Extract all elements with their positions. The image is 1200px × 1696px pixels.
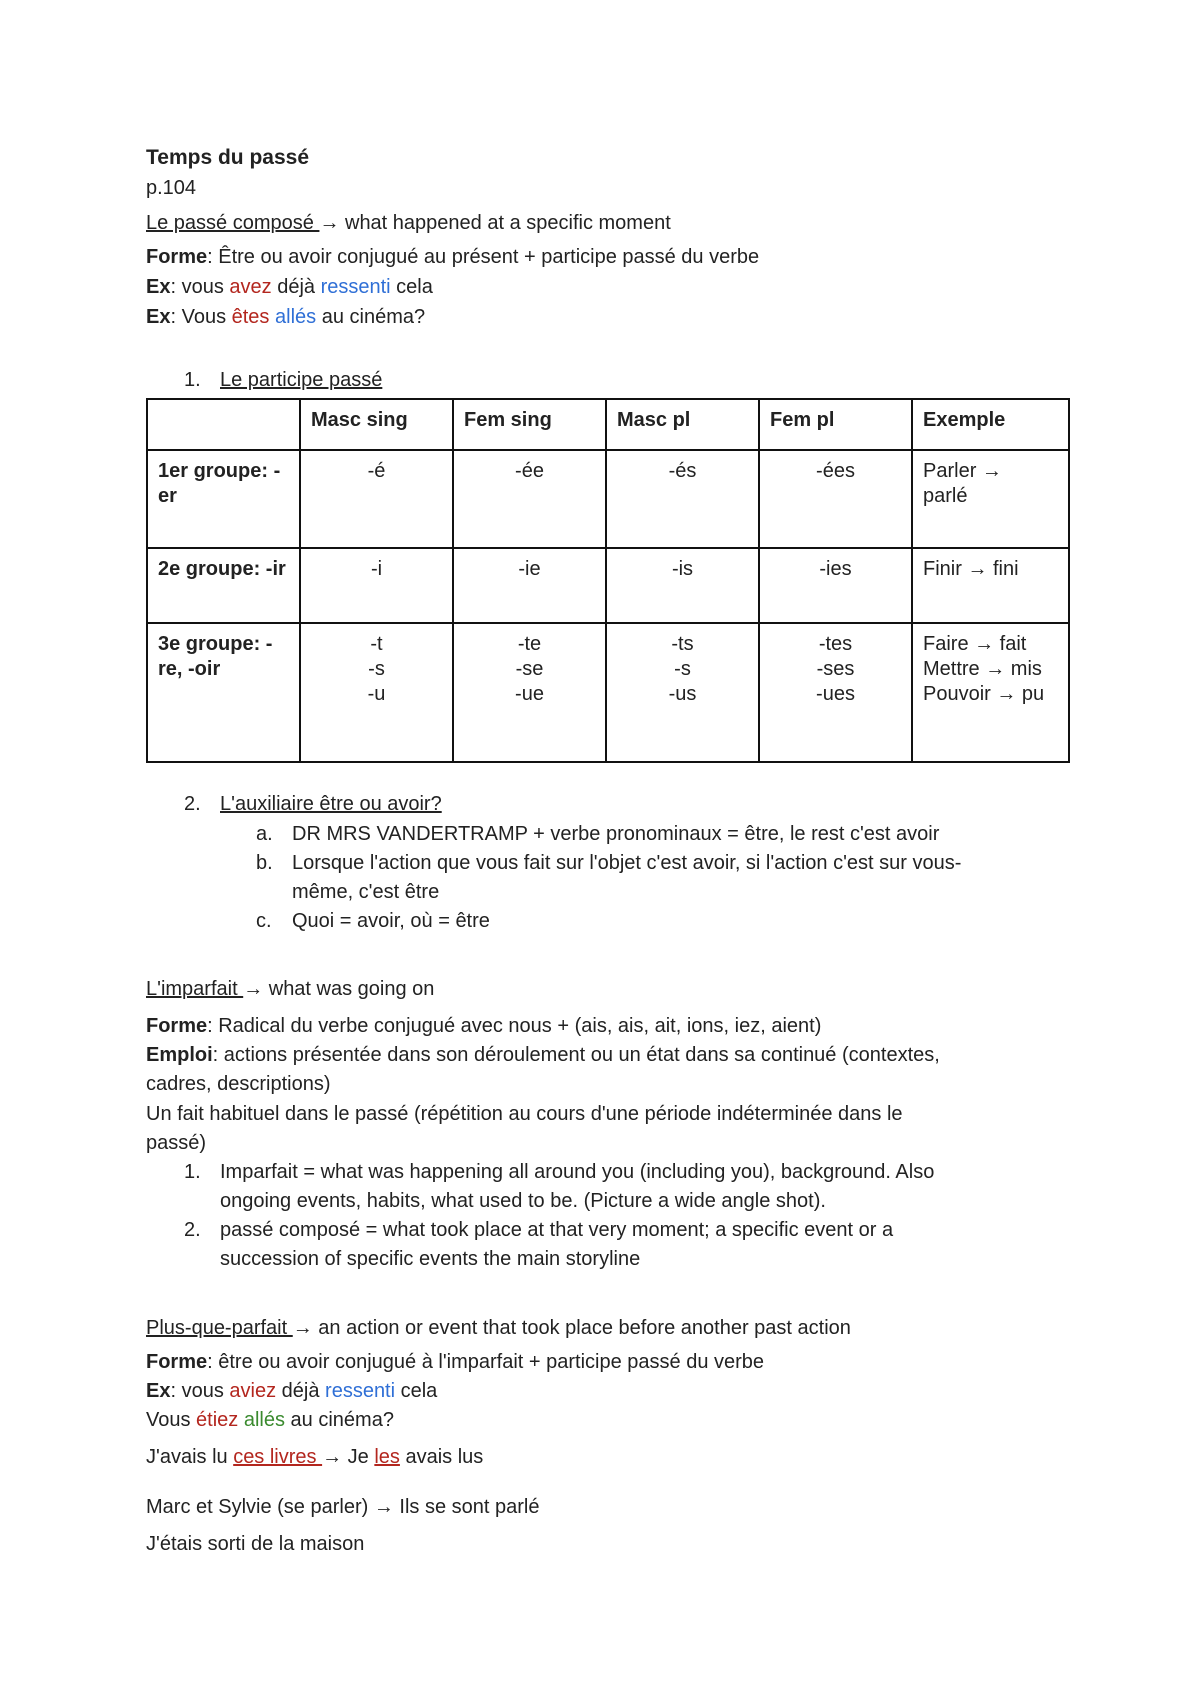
table-header-cell: Fem pl [759,399,912,450]
imparfait-habit-line-2: passé) [146,1132,207,1154]
sub-text: Lorsque l'action que vous fait sur l'objet c'est avoir, si l'action c'est sur vous- [292,852,962,874]
ex-text: Vous [146,1409,197,1431]
ending-cell [453,623,606,762]
pqp-example-4: Marc et Sylvie (se parler) → Ils se sont parlé [146,1496,540,1518]
group-label: 3e groupe: -re, -oir [158,633,273,680]
sub-letter: b. [256,852,273,874]
example-cell [912,548,1069,623]
imparfait-heading-rest: → what was going on [243,978,435,1000]
forme-label: Forme [146,246,208,268]
ending-cell: -i [300,548,453,623]
participe-table [146,398,1070,763]
sub-text: Quoi = avoir, où = être [292,910,490,932]
auxiliary-word: aviez [229,1380,277,1402]
forme-text: : Être ou avoir conjugué au présent + participe passé du verbe [207,246,760,268]
passe-compose-example-1 [146,275,433,299]
emploi-label: Emploi [146,1044,213,1066]
pqp-forme [146,1350,764,1374]
list-number: 2. [184,793,201,815]
imparfait-list-item-2 [184,1218,893,1242]
ex-text: cela [390,276,433,298]
ending-cell: -is [606,548,759,623]
example-line: Mettre → mis [923,658,1042,680]
ex-text: cela [395,1380,438,1402]
imparfait-forme [146,1014,821,1038]
example-cell [912,623,1069,762]
ending-line: -s [368,658,385,680]
passe-compose-example-2 [146,305,425,329]
table-header-cell: Exemple [912,399,1069,450]
group-label: 1er groupe: -er [158,460,281,507]
ending-line: -se [515,658,544,680]
table-row [147,548,1069,623]
passe-compose-heading [146,211,671,235]
ex-text: avais lus [399,1446,484,1468]
ex-text: déjà [271,276,321,298]
forme-text: : être ou avoir conjugué à l'imparfait + participe passé du verbe [207,1351,765,1373]
participle-word: allés [275,306,317,328]
table-header-cell: Fem sing [453,399,606,450]
group-cell [147,623,300,762]
pqp-example-5: J'étais sorti de la maison [146,1533,365,1555]
object-pronoun: les [374,1446,400,1468]
list-item-auxiliaire [184,792,442,816]
list-item-label: L'auxiliaire être ou avoir? [220,793,442,815]
group-label: 2e groupe: -ir [158,558,286,580]
example-line: Parler → [923,460,1002,482]
ex-text: J'avais lu [146,1446,234,1468]
participle-word: ressenti [320,276,391,298]
page-reference: p.104 [146,177,197,199]
forme-text: : Radical du verbe conjugué avec nous + (ais, ais, ait, ions, iez, aient) [207,1015,822,1037]
list-item-participe [184,368,382,392]
table-header-cell: Masc pl [606,399,759,450]
ex-text: au cinéma? [285,1409,394,1431]
ex-text: au cinéma? [316,306,426,328]
pqp-example-3 [146,1445,483,1469]
ex-text: : vous [170,1380,230,1402]
passe-compose-heading-rest: → what happened at a specific moment [319,212,671,234]
ending-line: -t [370,633,383,655]
participle-word: allés [243,1409,285,1431]
ex-text: déjà [276,1380,326,1402]
ending-line: -ues [816,683,855,705]
table-row [147,450,1069,548]
ending-cell: -ées [759,450,912,548]
forme-label: Forme [146,1351,208,1373]
ending-line: -s [674,658,691,680]
table-header-cell: Masc sing [300,399,453,450]
imparfait-list-item-1-continued: ongoing events, habits, what used to be. (Picture a wide angle shot). [220,1190,826,1212]
example-line: Finir → fini [923,558,1019,580]
imparfait-heading-label: L'imparfait [146,978,244,1000]
pqp-heading-label: Plus-que-parfait [146,1317,293,1339]
example-cell [912,450,1069,548]
list-number: 2. [184,1219,201,1241]
list-item-text: passé composé = what took place at that very moment; a specific event or a [220,1219,894,1241]
list-number: 1. [184,369,201,391]
sub-item-b [256,851,962,875]
ending-line: -te [517,633,542,655]
ex-label: Ex [146,1380,171,1402]
group-cell [147,450,300,548]
table-header-row [147,399,1069,450]
ex-label: Ex [146,276,171,298]
ending-line: -u [367,683,386,705]
sub-item-a [256,822,940,846]
example-line: Faire → fait [923,633,1027,655]
example-line: Pouvoir → pu [923,683,1045,705]
sub-letter: a. [256,823,273,845]
ending-cell [759,623,912,762]
ending-cell: -ies [759,548,912,623]
passe-compose-heading-label: Le passé composé [146,212,320,234]
ex-text: : Vous [170,306,232,328]
imparfait-list-item-2-continued: succession of specific events the main storyline [220,1248,641,1270]
sub-item-c [256,909,490,933]
auxiliary-word: êtes [231,306,270,328]
pqp-example-1 [146,1379,437,1403]
ex-text: : vous [170,276,230,298]
ending-cell [606,623,759,762]
imparfait-heading [146,977,434,1001]
ex-label: Ex [146,306,171,328]
ending-line: -ue [515,683,544,705]
ending-cell: -és [606,450,759,548]
imparfait-list-item-1 [184,1160,934,1184]
participle-word: ressenti [325,1380,396,1402]
pqp-heading [146,1316,851,1340]
ending-cell: -ée [453,450,606,548]
auxiliary-word: avez [229,276,272,298]
pqp-example-2 [146,1408,394,1432]
ex-text: → Je [322,1446,375,1468]
auxiliary-word: étiez [196,1409,239,1431]
table-header-cell [147,399,300,450]
ending-cell: -é [300,450,453,548]
forme-label: Forme [146,1015,208,1037]
list-item-text: Imparfait = what was happening all around you (including you), background. Also [220,1161,935,1183]
example-line: parlé [923,485,968,507]
emploi-text: : actions présentée dans son déroulement ou un état dans sa continué (contextes, [212,1044,940,1066]
pqp-heading-rest: → an action or event that took place before another past action [292,1317,851,1339]
group-cell [147,548,300,623]
sub-letter: c. [256,910,272,932]
sub-item-b-continued: même, c'est être [292,881,440,903]
ending-line: -ses [816,658,855,680]
ending-line: -us [668,683,697,705]
list-number: 1. [184,1161,201,1183]
ending-cell: -ie [453,548,606,623]
object-phrase: ces livres [233,1446,323,1468]
ending-line: -tes [818,633,853,655]
table-row [147,623,1069,762]
ending-line: -ts [671,633,694,655]
ending-cell [300,623,453,762]
sub-text: DR MRS VANDERTRAMP + verbe pronominaux = être, le rest c'est avoir [292,823,940,845]
document-title: Temps du passé [146,146,309,169]
imparfait-emploi-continued: cadres, descriptions) [146,1073,331,1095]
imparfait-emploi [146,1043,940,1067]
list-item-label: Le participe passé [220,369,383,391]
imparfait-habit-line-1: Un fait habituel dans le passé (répétition au cours d'une période indéterminée dans le [146,1103,903,1125]
passe-compose-forme [146,245,759,269]
